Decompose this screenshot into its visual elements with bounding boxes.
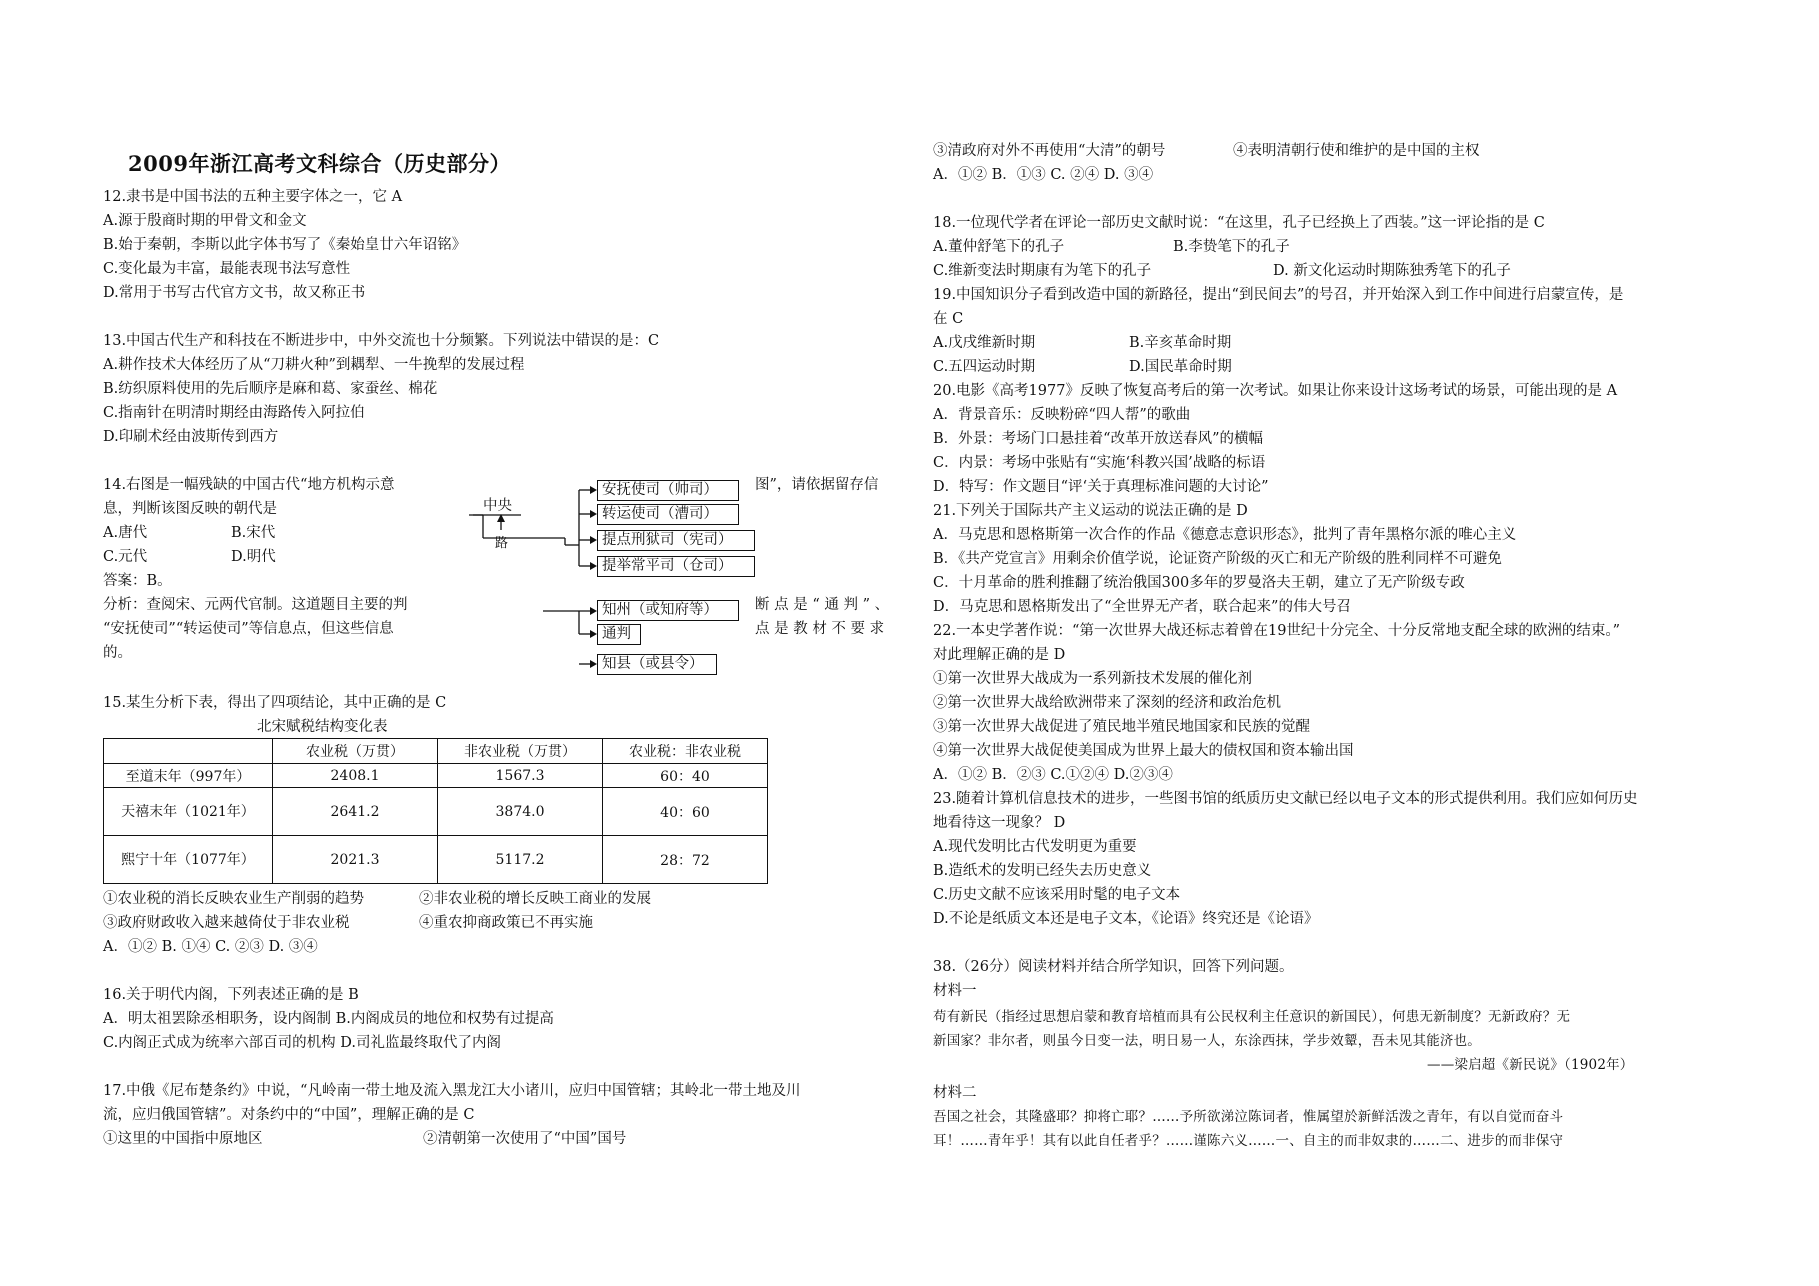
q14-analysis-2a: “安抚使司”“转运使司”等信息点，但这些信息 — [103, 621, 394, 637]
q21-option-d: D．马克思和恩格斯发出了“全世界无产者，联合起来”的伟大号召 — [933, 599, 1351, 615]
table-cell: 60：40 — [603, 764, 768, 788]
diagram-box-zhixian: 知县（或县令） — [597, 654, 717, 675]
q15-conclusion-1: ①农业税的消长反映农业生产削弱的趋势 — [103, 891, 364, 907]
q21-option-a: A．马克思和恩格斯第一次合作的作品《德意志意识形态》，批判了青年黑格尔派的唯心主义 — [933, 527, 1517, 543]
q22-choice-4: ④第一次世界大战促使美国成为世界上最大的债权国和资本输出国 — [933, 743, 1354, 759]
q12-option-b: B.始于秦朝，李斯以此字体书写了《秦始皇廿六年诏铭》 — [103, 237, 467, 253]
q20-option-c: C．内景：考场中张贴有“实施‘科教兴国’战略的标语 — [933, 455, 1266, 471]
diagram-box-tiju: 提举常平司（仓司） — [597, 556, 755, 577]
q13-option-c: C.指南针在明清时期经由海路传入阿拉伯 — [103, 405, 365, 421]
q16-stem: 16.关于明代内阁，下列表述正确的是 B — [103, 987, 359, 1003]
q21-option-c: C．十月革命的胜利推翻了统治俄国300多年的罗曼洛夫王朝，建立了无产阶级专政 — [933, 575, 1465, 591]
q22-choice-3: ③第一次世界大战促进了殖民地半殖民地国家和民族的觉醒 — [933, 719, 1310, 735]
q14-option-b: B.宋代 — [231, 525, 276, 541]
material-1-label: 材料一 — [933, 983, 977, 999]
q19-option-b: B.辛亥革命时期 — [1129, 335, 1232, 351]
q12-stem: 12.隶书是中国书法的五种主要字体之一，它 A — [103, 189, 403, 205]
table-header-cell: 非农业税（万贯） — [438, 739, 603, 764]
q23-stem-2: 地看待这一现象？ D — [933, 815, 1066, 831]
diagram-box-anfu: 安抚使司（帅司） — [597, 480, 739, 501]
q14-stem-1b: 图”，请依据留存信 — [755, 477, 879, 493]
table-row — [104, 788, 768, 836]
q19-stem-2: 在 C — [933, 311, 964, 327]
material-2-line-1: 吾国之社会，其隆盛耶？抑将亡耶？……予所欲涕泣陈词者，惟属望於新鲜活泼之青年，有以自觉而奋斗 — [933, 1109, 1564, 1125]
q14-option-c: C.元代 — [103, 549, 148, 565]
material-2-line-2: 耳！……青年乎！其有以此自任者乎？……谨陈六义……一、自主的而非奴隶的……二、进步的而非保守 — [933, 1133, 1564, 1149]
table-header-cell: 农业税（万贯） — [273, 739, 438, 764]
diagram-center-label: 中央 — [483, 498, 512, 514]
q12-option-c: C.变化最为丰富，最能表现书法写意性 — [103, 261, 351, 277]
table-header-cell: 农业税：非农业税 — [603, 739, 768, 764]
table-cell: 天禧末年（1021年） — [104, 788, 273, 836]
q23-option-c: C.历史文献不应该采用时髦的电子文本 — [933, 887, 1181, 903]
q14-answer: 答案：B。 — [103, 573, 172, 589]
q18-option-d: D. 新文化运动时期陈独秀笔下的孔子 — [1273, 263, 1511, 279]
q12-option-a: A.源于殷商时期的甲骨文和金文 — [103, 213, 307, 229]
q15-conclusion-3: ③政府财政收入越来越倚仗于非农业税 — [103, 915, 350, 931]
table-cell: 2641.2 — [273, 788, 438, 836]
table-row — [104, 836, 768, 884]
table-cell: 2408.1 — [273, 764, 438, 788]
material-1-source: ——梁启超《新民说》（1902年） — [1427, 1057, 1634, 1073]
q15-conclusion-4: ④重农抑商政策已不再实施 — [419, 915, 593, 931]
q14-diagram — [103, 0, 903, 700]
q17-choice-1: ①这里的中国指中原地区 — [103, 1131, 263, 1147]
q15-stem: 15.某生分析下表，得出了四项结论，其中正确的是 C — [103, 695, 447, 711]
q22-choice-2: ②第一次世界大战给欧洲带来了深刻的经济和政治危机 — [933, 695, 1281, 711]
q18-option-b: B.李贽笔下的孔子 — [1173, 239, 1290, 255]
q14-analysis-1b: 断 点 是 “ 通 判 ” 、 — [755, 597, 890, 613]
q14-option-d: D.明代 — [231, 549, 276, 565]
q19-option-d: D.国民革命时期 — [1129, 359, 1232, 375]
q21-option-b: B．《共产党宣言》用剩余价值学说，论证资产阶级的灭亡和无产阶级的胜利同样不可避免 — [933, 551, 1502, 567]
q21-stem: 21.下列关于国际共产主义运动的说法正确的是 D — [933, 503, 1248, 519]
q17-stem-2: 流，应归俄国管辖”。对条约中的“中国”，理解正确的是 C — [103, 1107, 475, 1123]
q23-stem-1: 23.随着计算机信息技术的进步，一些图书馆的纸质历史文献已经以电子文本的形式提供利用。我们应如何历史 — [933, 791, 1638, 807]
table-cell: 熙宁十年（1077年） — [104, 836, 273, 884]
table-cell: 至道末年（997年） — [104, 764, 273, 788]
q14-stem-1a: 14.右图是一幅残缺的中国古代“地方机构示意 — [103, 477, 395, 493]
table-header-cell — [104, 739, 273, 764]
q22-choice-1: ①第一次世界大战成为一系列新技术发展的催化剂 — [933, 671, 1252, 687]
q17-choice-4: ④表明清朝行使和维护的是中国的主权 — [1233, 143, 1480, 159]
table-cell: 40：60 — [603, 788, 768, 836]
q23-option-b: B.造纸术的发明已经失去历史意义 — [933, 863, 1152, 879]
q16-options-cd: C.内阁正式成为统率六部百司的机构 D.司礼监最终取代了内阁 — [103, 1035, 502, 1051]
q23-option-a: A.现代发明比古代发明更为重要 — [933, 839, 1137, 855]
diagram-lu-label: 路 — [495, 536, 509, 551]
table-header-row — [104, 739, 768, 764]
diagram-connectors — [103, 0, 903, 700]
q19-option-c: C.五四运动时期 — [933, 359, 1036, 375]
q19-stem-1: 19.中国知识分子看到改造中国的新路径，提出“到民间去”的号召，并开始深入到工作中间进行启蒙宣传，是 — [933, 287, 1624, 303]
q20-stem: 20.电影《高考1977》反映了恢复高考后的第一次考试。如果让你来设计这场考试的场景，可能出现的是 A — [933, 383, 1618, 399]
q15-options: A．①② B. ①④ C. ②③ D. ③④ — [103, 939, 318, 955]
q22-options: A．①② B．②③ C.①②④ D.②③④ — [933, 767, 1173, 783]
table-cell: 2021.3 — [273, 836, 438, 884]
q13-option-b: B.纺织原料使用的先后顺序是麻和葛、家蚕丝、棉花 — [103, 381, 438, 397]
q16-options-ab: A．明太祖罢除丞相职务，设内阁制 B.内阁成员的地位和权势有过提高 — [103, 1011, 554, 1027]
diagram-box-tongpan: 通判 — [597, 624, 641, 645]
q19-option-a: A.戊戌维新时期 — [933, 335, 1036, 351]
tax-structure-table — [103, 738, 768, 884]
q38-stem: 38.（26分）阅读材料并结合所学知识，回答下列问题。 — [933, 959, 1294, 975]
q20-option-a: A．背景音乐：反映粉碎“四人帮”的歌曲 — [933, 407, 1191, 423]
q20-option-d: D．特写：作文题目“评‘关于真理标准问题的大讨论” — [933, 479, 1269, 495]
q14-option-a: A.唐代 — [103, 525, 148, 541]
q14-stem-2: 息，判断该图反映的朝代是 — [103, 501, 277, 517]
material-2-label: 材料二 — [933, 1085, 977, 1101]
page-title: 2009年浙江高考文科综合（历史部分） — [128, 151, 511, 176]
diagram-box-tidian: 提点刑狱司（宪司） — [597, 530, 755, 551]
q20-option-b: B．外景：考场门口悬挂着“改革开放送春风”的横幅 — [933, 431, 1263, 447]
material-1-line-1: 苟有新民（指经过思想启蒙和教育培植而具有公民权利主任意识的新国民），何患无新制度？无新政府？无 — [933, 1009, 1571, 1025]
q14-analysis-1a: 分析：查阅宋、元两代官制。这道题目主要的判 — [103, 597, 408, 613]
table-row — [104, 764, 768, 788]
q23-option-d: D.不论是纸质文本还是电子文本，《论语》终究还是《论语》 — [933, 911, 1319, 927]
q17-choice-2: ②清朝第一次使用了“中国”国号 — [423, 1131, 627, 1147]
table-cell: 1567.3 — [438, 764, 603, 788]
q22-stem-2: 对此理解正确的是 D — [933, 647, 1066, 663]
q17-stem-1: 17.中俄《尼布楚条约》中说，“凡岭南一带土地及流入黑龙江大小诸川，应归中国管辖；其岭北一带土地及川 — [103, 1083, 801, 1099]
diagram-box-zhuanyun: 转运使司（漕司） — [597, 504, 739, 525]
diagram-box-zhizhou: 知州（或知府等） — [597, 600, 739, 621]
q18-option-a: A.董仲舒笔下的孔子 — [933, 239, 1065, 255]
table-cell: 5117.2 — [438, 836, 603, 884]
table-cell: 3874.0 — [438, 788, 603, 836]
q13-stem: 13.中国古代生产和科技在不断进步中，中外交流也十分频繁。下列说法中错误的是：C — [103, 333, 660, 349]
q13-option-a: A.耕作技术大体经历了从“刀耕火种”到耦犁、一牛挽犁的发展过程 — [103, 357, 525, 373]
q15-table-caption: 北宋赋税结构变化表 — [257, 719, 388, 735]
q22-stem-1: 22.一本史学著作说：“第一次世界大战还标志着曾在19世纪十分完全、十分反常地支配全球的欧洲的结束。” — [933, 623, 1621, 639]
q18-stem: 18.一位现代学者在评论一部历史文献时说：“在这里，孔子已经换上了西装。”这一评论指的是 C — [933, 215, 1545, 231]
table-cell: 28：72 — [603, 836, 768, 884]
q14-analysis-2b: 点 是 教 材 不 要 求 — [755, 621, 885, 637]
q12-option-d: D.常用于书写古代官方文书，故又称正书 — [103, 285, 366, 301]
q18-option-c: C.维新变法时期康有为笔下的孔子 — [933, 263, 1152, 279]
q17-options: A．①② B．①③ C. ②④ D. ③④ — [933, 167, 1154, 183]
material-1-line-2: 新国家？非尔者，则虽今日变一法，明日易一人，东涂西抹，学步效颦，吾未见其能济也。 — [933, 1033, 1481, 1049]
q17-choice-3: ③清政府对外不再使用“大清”的朝号 — [933, 143, 1166, 159]
q14-analysis-3: 的。 — [103, 645, 132, 661]
q15-conclusion-2: ②非农业税的增长反映工商业的发展 — [419, 891, 651, 907]
q13-option-d: D.印刷术经由波斯传到西方 — [103, 429, 279, 445]
